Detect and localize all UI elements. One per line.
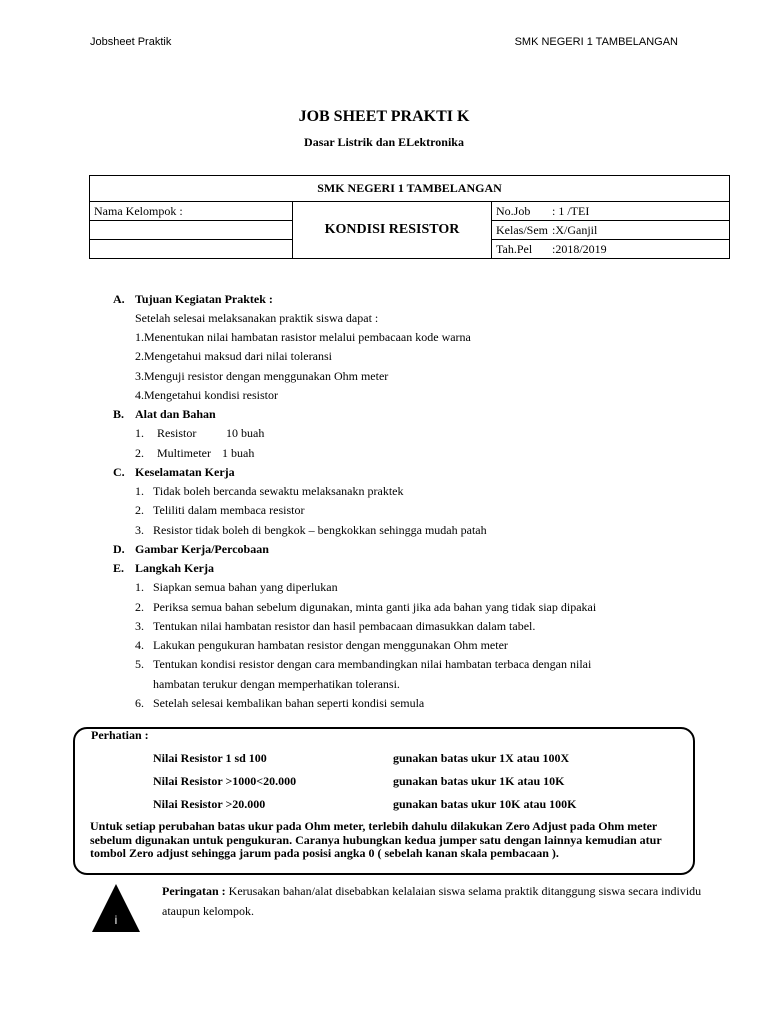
notice-advice: gunakan batas ukur 1K atau 10K [393,774,565,788]
list-item: 2.Mengetahui maksud dari nilai toleransi [135,349,332,363]
section-marker: A. [113,292,125,306]
list-number: 6. [135,696,144,710]
section-a-intro: Setelah selesai melaksanakan praktik siswa dapat : [135,311,379,325]
list-item: Teliliti dalam membaca resistor [153,503,305,517]
list-item: Resistor tidak boleh di bengkok – bengkokkan sehingga mudah patah [153,523,487,537]
list-item: 3.Menguji resistor dengan menggunakan Ohm meter [135,369,389,383]
notice-range: Nilai Resistor >1000<20.000 [153,774,297,788]
list-item: Lakukan pengukuran hambatan resistor dengan menggunakan Ohm meter [153,638,508,652]
list-number: 1. [135,580,144,594]
section-e-heading: Langkah Kerja [135,561,215,575]
section-a-heading: Tujuan Kegiatan Praktek : [135,292,273,306]
list-item: Setelah selesai kembalikan bahan seperti kondisi semula [153,696,425,710]
notice-range: Nilai Resistor >20.000 [153,797,266,811]
tool-name: Resistor [157,426,197,440]
section-marker: C. [113,465,125,479]
list-number: 1. [135,484,144,498]
warning-icon-glyph: i [114,913,118,927]
list-number: 3. [135,619,144,633]
list-number: 2. [135,446,144,460]
list-item: Siapkan semua bahan yang diperlukan [153,580,338,594]
list-item: Tidak boleh bercanda sewaktu melaksanakn praktek [153,484,404,498]
notice-advice: gunakan batas ukur 10K atau 100K [393,797,577,811]
tool-quantity: 10 buah [226,426,265,440]
job-info-table [89,175,730,259]
section-b-heading: Alat dan Bahan [135,407,216,421]
notice-range: Nilai Resistor 1 sd 100 [153,751,267,765]
warning-triangle-icon [90,882,142,934]
list-number: 5. [135,657,144,671]
warning-body: Kerusakan bahan/alat disebabkan kelalaian siswa selama praktik ditanggung siswa secara individu ataupun kelompok. [162,884,702,918]
list-number: 4. [135,638,144,652]
list-item: Tentukan nilai hambatan resistor dan hasil pembacaan dimasukkan dalam tabel. [153,619,536,633]
list-item: 4.Mengetahui kondisi resistor [135,388,278,402]
school-name: SMK NEGERI 1 TAMBELANGAN [90,176,730,202]
list-number: 3. [135,523,144,537]
document-title: JOB SHEET PRAKTI K [298,108,470,125]
warning-text [162,881,702,921]
section-marker: D. [113,542,125,556]
group-blank-row [90,221,293,240]
tool-quantity: 1 buah [222,446,255,460]
class-semester-field: Kelas/Sem :X/Ganjil [492,221,730,240]
page-header-left: Jobsheet Praktik [90,36,172,48]
zero-adjust-note: Untuk setiap perubahan batas ukur pada Ohm meter, terlebih dahulu dilakukan Zero Adjust pada Ohm meter sebelum digunakan untuk pengukuran. Caranya hubungkan kedua jumper satu dengan lainnya kemudian atur tombol Zero adjust sehingga jarum pada posisi angka 0 ( sebelah kanan skala pembacaan ). [90,819,662,860]
job-title: KONDISI RESISTOR [293,202,492,259]
list-item: Periksa semua bahan sebelum digunakan, minta ganti jika ada bahan yang tidak siap dipakai [153,600,597,614]
document-subtitle: Dasar Listrik dan ELektronika [304,135,464,149]
list-item-continuation: hambatan terukur dengan memperhatikan toleransi. [153,677,400,691]
section-d-heading: Gambar Kerja/Percobaan [135,542,269,556]
warning-label: Peringatan : [162,884,226,898]
notice-label: Perhatian : [91,728,149,742]
section-c-heading: Keselamatan Kerja [135,465,235,479]
list-number: 1. [135,426,144,440]
notice-advice: gunakan batas ukur 1X atau 100X [393,751,570,765]
section-marker: B. [113,407,125,421]
list-number: 2. [135,503,144,517]
page-header-right: SMK NEGERI 1 TAMBELANGAN [514,36,678,48]
group-blank-row [90,240,293,259]
list-item: 1.Menentukan nilai hambatan rasistor melalui pembacaan kode warna [135,330,471,344]
list-number: 2. [135,600,144,614]
job-number-field: No.Job : 1 /TEI [492,202,730,221]
tool-name: Multimeter [157,446,211,460]
school-year-field: Tah.Pel :2018/2019 [492,240,730,259]
list-item: Tentukan kondisi resistor dengan cara membandingkan nilai hambatan terbaca dengan nilai [153,657,592,671]
section-marker: E. [113,561,125,575]
group-label: Nama Kelompok : [90,202,293,221]
